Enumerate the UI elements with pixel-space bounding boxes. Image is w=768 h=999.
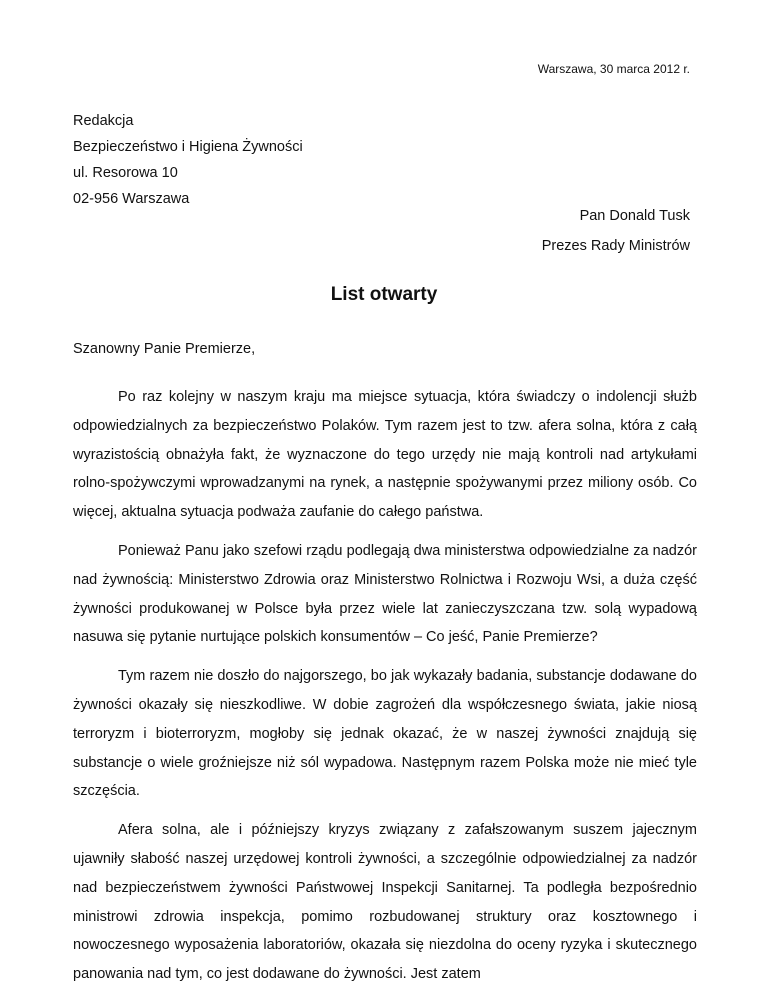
letter-title: List otwarty [330,284,438,305]
sender-line-4: 02-956 Warszawa [73,191,190,207]
sender-address [73,108,303,212]
body-paragraph: Po raz kolejny w naszym kraju ma miejsce sytuacja, która świadczy o indolencji służb odpowiedzialnych za bezpieczeństwo Polaków. Tym razem jest to tzw. afera solna, która z całą wyrazistością obnażyła fakt, że wyznaczone do tego urzędy nie mają kontroli nad artykułami rolno-spożywczymi wprowadzanymi na rynek, a następnie spożywanymi przez miliony osób. Co więcej, aktualna sytuacja podważa zaufanie do całego państwa. [73,389,697,521]
recipient-name: Pan Donald Tusk [579,208,690,224]
body-paragraph: Tym razem nie doszło do najgorszego, bo jak wykazały badania, substancje dodawane do żywności okazały się nieszkodliwe. W dobie zagrożeń dla współczesnego świata, jakie niosą terroryzm i bioterroryzm, mogłoby się jednak okazać, że w naszej żywności znajdują się substancje o wiele groźniejsze niż sól wypadowa. Następnym razem Polska może nie mieć tyle szczęścia. [73,668,697,800]
recipient-block [542,201,690,261]
letter-body [73,383,697,999]
body-paragraph: Afera solna, ale i późniejszy kryzys związany z zafałszowanym suszem jajecznym ujawniły słabość naszej urzędowej kontroli żywności, a szczególnie odpowiedzialnej za nadzór nad bezpieczeństwem żywności Państwowej Inspekcji Sanitarnej. Ta podległa bezpośrednio ministrowi zdrowia inspekcja, pomimo rozbudowanej struktury oraz kosztownego i nowoczesnego wyposażenia laboratoriów, okazała się niezdolna do oceny ryzyka i skutecznego panowania nad tym, co jest dodawane do żywności. Jest zatem [73,822,697,983]
salutation: Szanowny Panie Premierze, [73,341,256,357]
recipient-title: Prezes Rady Ministrów [541,238,690,254]
sender-line-2: Bezpieczeństwo i Higiena Żywności [73,139,303,155]
sender-line-1: Redakcja [73,113,134,129]
date-line: Warszawa, 30 marca 2012 r. [537,62,690,76]
body-paragraph: Ponieważ Panu jako szefowi rządu podlegają dwa ministerstwa odpowiedzialne za nadzór nad żywnością: Ministerstwo Zdrowia oraz Ministerstwo Rolnictwa i Rozwoju Wsi, a duża część żywności produkowanej w Polsce była przez wiele lat zanieczyszczana tzw. solą wypadową nasuwa się pytanie nurtujące polskich konsumentów – Co jeść, Panie Premierze? [73,542,697,646]
sender-line-3: ul. Resorowa 10 [73,165,178,181]
